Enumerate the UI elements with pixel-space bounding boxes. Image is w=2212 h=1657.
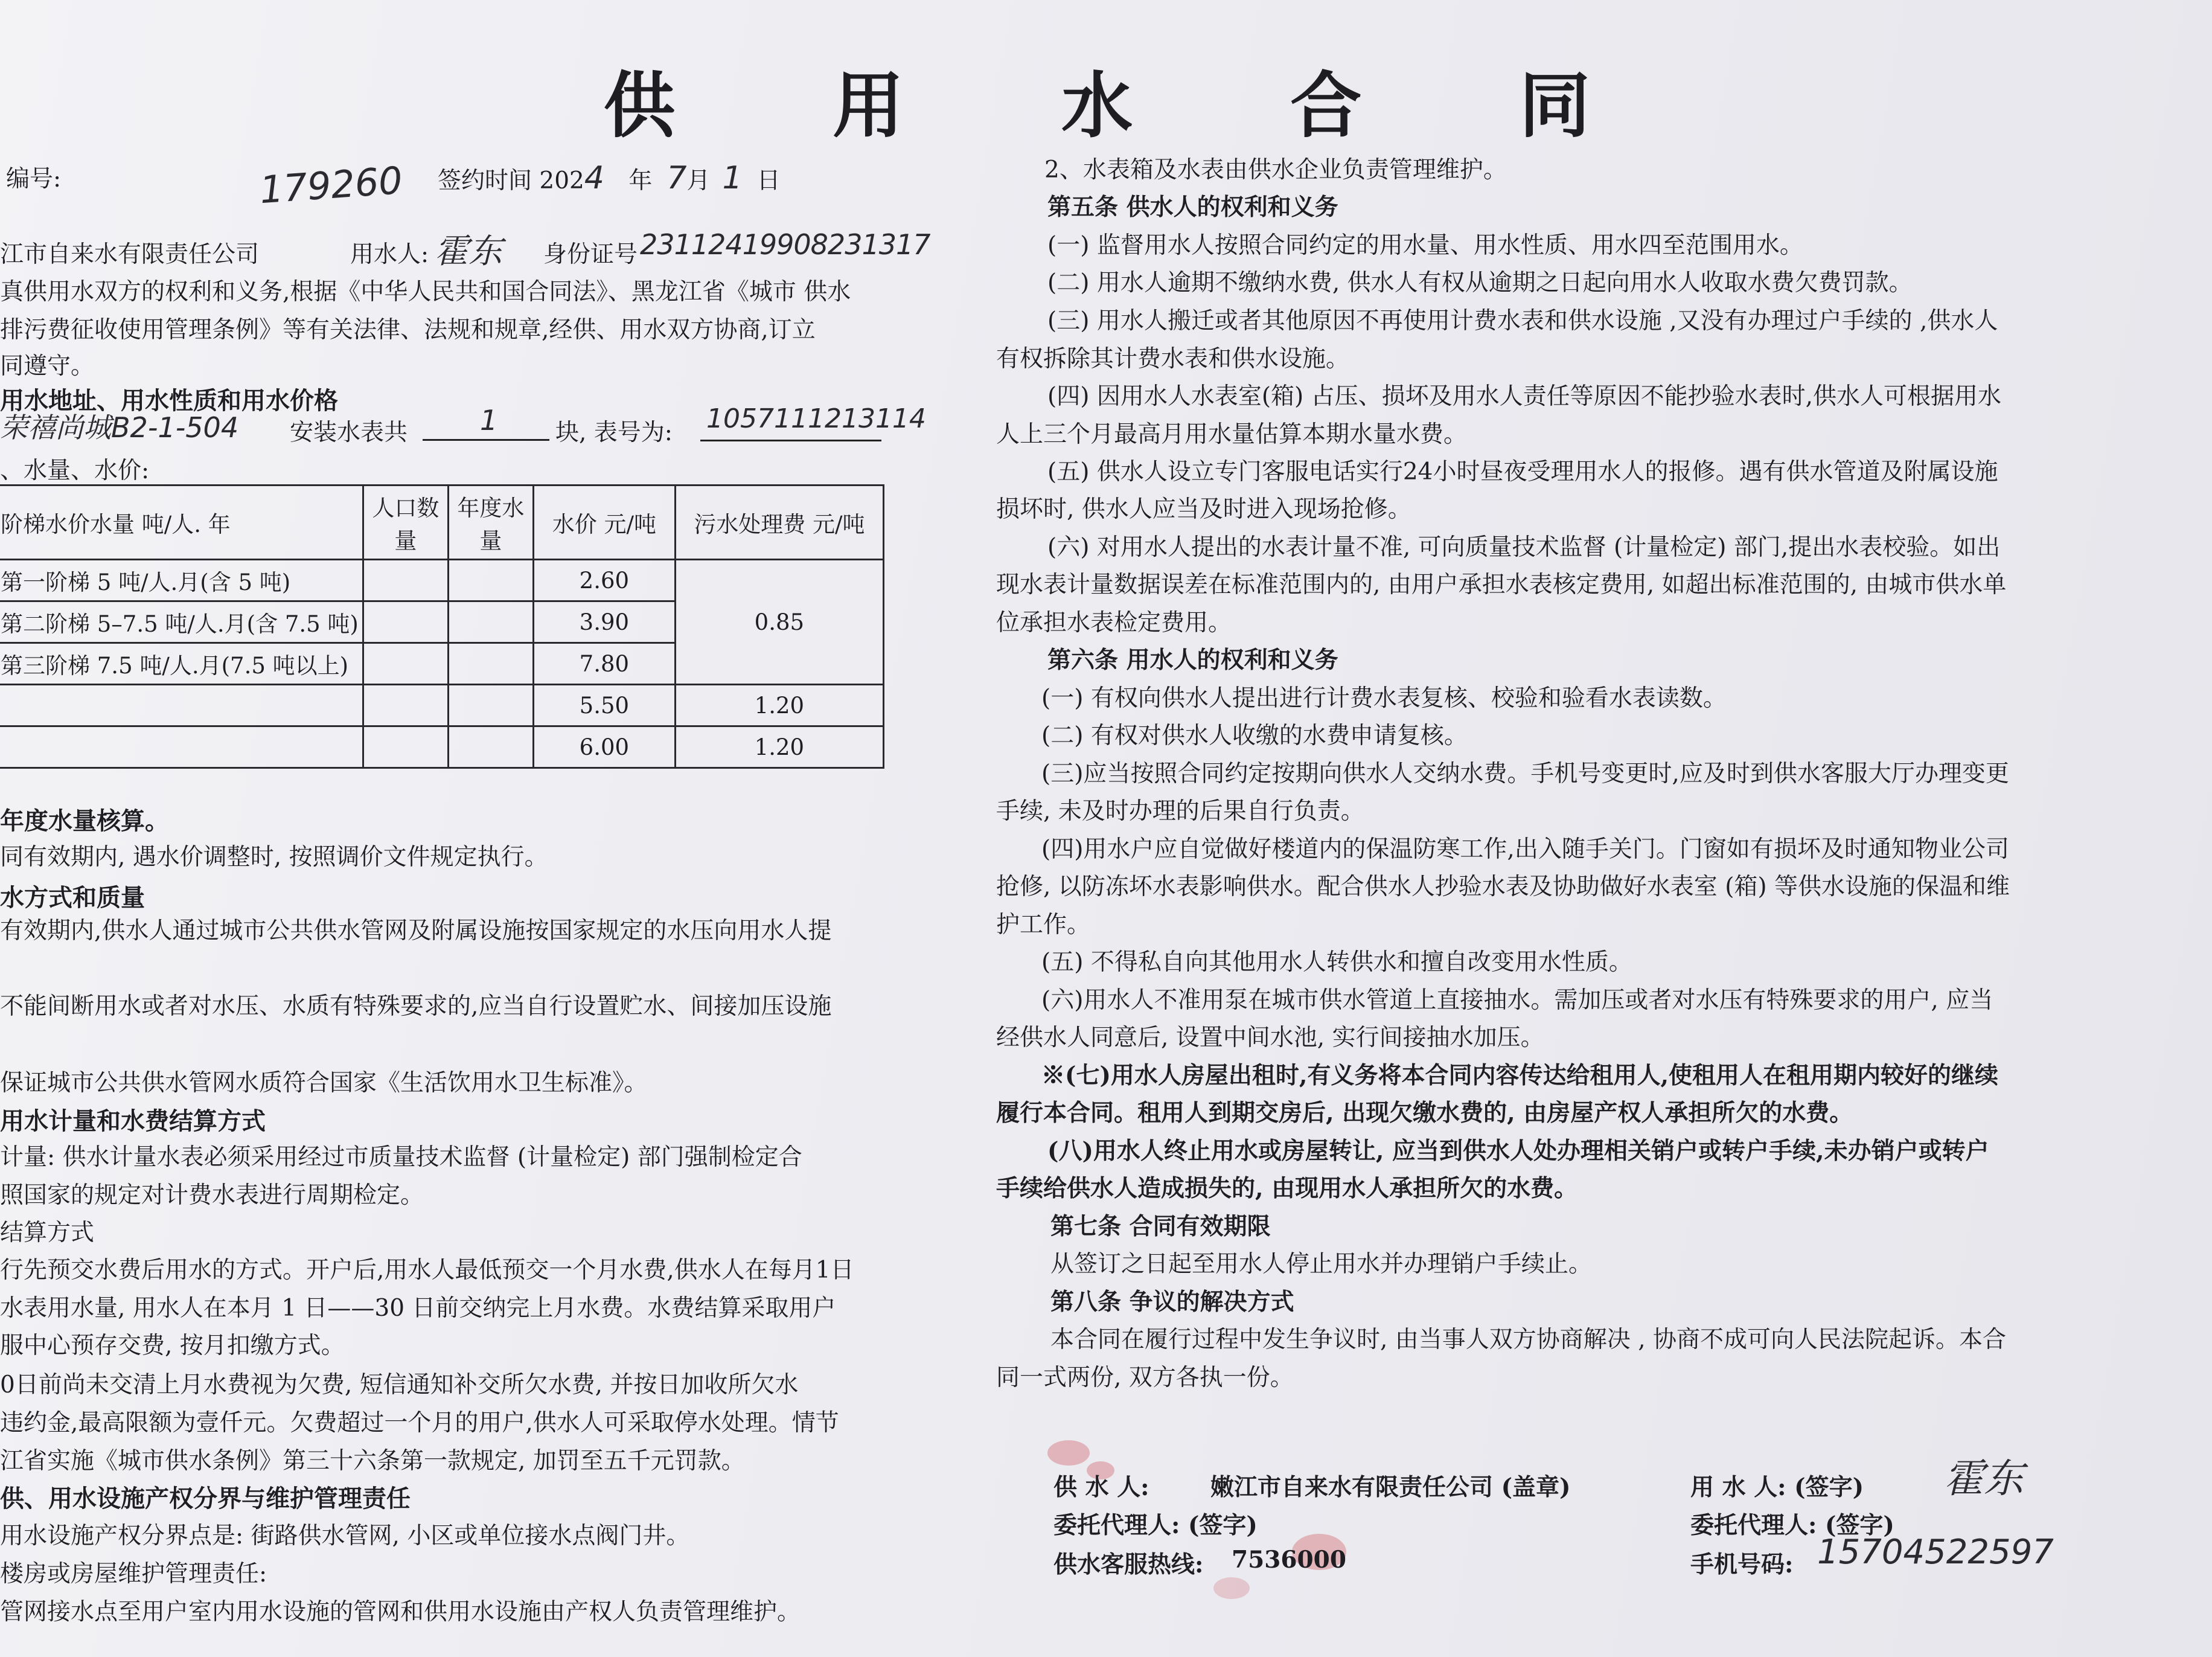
annual-volume-cell xyxy=(448,726,533,768)
population-cell xyxy=(363,601,448,643)
sewage-fee-merged-cell: 0.85 xyxy=(675,560,883,685)
tier-label: 第三阶梯 7.5 吨/人.月(7.5 吨以上) xyxy=(0,643,363,685)
phone-label: 手机号码: xyxy=(1690,1551,1794,1578)
hotline-number: 7536000 xyxy=(1232,1546,1346,1574)
intro-line-2: 排污费征收使用管理条例》等有关法律、法规和规章,经供、用水双方协商,订立 xyxy=(0,316,816,344)
left-text-line: 服中心预存交费, 按月扣缴方式。 xyxy=(0,1332,345,1359)
section-5-heading: 供、用水设施产权分界与维护管理责任 xyxy=(0,1484,411,1513)
right-text-line: (六)用水人不准用泵在城市供水管道上直接抽水。需加压或者对水压有特殊要求的用户, 应当 xyxy=(1041,987,1993,1014)
section-4-heading: 用水计量和水费结算方式 xyxy=(0,1107,266,1135)
meter-count-value: 1 xyxy=(480,404,498,437)
date-label-prefix: 签约时间 202 xyxy=(438,167,584,194)
right-text-line: 损坏时, 供水人应当及时进入现场抢修。 xyxy=(996,496,1411,523)
phone-number: 15704522597 xyxy=(1817,1533,2054,1572)
price-cell: 7.80 xyxy=(533,643,675,685)
right-text-line: (一) 监督用水人按照合同约定的用水量、用水性质、用水四至范围用水。 xyxy=(1047,232,1803,259)
intro-line-3: 同遵守。 xyxy=(0,353,95,380)
right-text-line: (一) 有权向供水人提出进行计费水表复核、校验和验看水表读数。 xyxy=(1041,685,1727,712)
right-text-line: 手续给供水人造成损失的, 由现用水人承担所欠的水费。 xyxy=(996,1175,1578,1202)
left-text-line: 同有效期内, 遇水价调整时, 按照调价文件规定执行。 xyxy=(0,844,548,871)
table-header-cell: 水价 元/吨 xyxy=(533,486,675,560)
tier-label: 第二阶梯 5–7.5 吨/人.月(含 7.5 吨) xyxy=(0,601,363,643)
seal-mark xyxy=(1047,1440,1090,1466)
left-text-line: 用水设施产权分界点是: 街路供水管网, 小区或单位接水点阀门井。 xyxy=(0,1522,690,1550)
left-text-line: 江省实施《城市供水条例》第三十六条第一款规定, 加罚至五千元罚款。 xyxy=(0,1447,745,1475)
right-text-line: 人上三个月最高月用水量估算本期水量水费。 xyxy=(996,421,1468,448)
right-text-line: (五) 供水人设立专门客服电话实行24小时昼夜受理用水人的报修。遇有供水管道及附属设施 xyxy=(1047,458,1998,486)
right-text-line: (三)应当按照合同约定按期向供水人交纳水费。手机号变更时,应及时到供水客服大厅办理变更 xyxy=(1041,760,2009,787)
left-text-line: 违约金,最高限额为壹仟元。欠费超过一个月的用户,供水人可采取停水处理。情节 xyxy=(0,1409,839,1437)
annual-volume-cell xyxy=(448,643,533,685)
contract-number-value: 179260 xyxy=(258,158,404,213)
right-text-line: (二) 有权对供水人收缴的水费申请复核。 xyxy=(1041,722,1468,749)
date-day: 1 xyxy=(722,160,743,196)
right-text-line: 经供水人同意后, 设置中间水池, 实行间接抽水加压。 xyxy=(996,1024,1544,1051)
id-number-value: 23112419908231317 xyxy=(640,228,930,261)
right-text-line: (六) 对用水人提出的水表计量不准, 可向质量技术监督 (计量检定) 部门,提出水表校验。如出 xyxy=(1047,534,2001,561)
right-text-line: 有权拆除其计费水表和供水设施。 xyxy=(996,345,1350,373)
right-text-line: 从签订之日起至用水人停止用水并办理销户手续止。 xyxy=(1050,1251,1593,1278)
price-cell: 5.50 xyxy=(533,685,675,726)
tier-label xyxy=(0,726,363,768)
right-text-line: 抢修, 以防冻坏水表影响供水。配合供水人抄验水表及协助做好水表室 (箱) 等供水设施的保温和维 xyxy=(996,873,2010,900)
water-price-table xyxy=(0,484,884,769)
supplier-label: 供 水 人: xyxy=(1053,1473,1149,1501)
table-header-cell: 年度水量 xyxy=(448,486,533,560)
table-row xyxy=(0,560,883,601)
seal-mark xyxy=(1213,1577,1250,1599)
sign-date xyxy=(438,160,781,196)
left-text-line: 结算方式 xyxy=(0,1219,95,1246)
right-text-line: 本合同在履行过程中发生争议时, 由当事人双方协商解决 , 协商不成可向人民法院起诉。本合 xyxy=(1050,1326,2006,1353)
left-text-line: 楼房或房屋维护管理责任: xyxy=(0,1560,267,1588)
section-3-heading: 水方式和质量 xyxy=(0,883,145,912)
table-row xyxy=(0,726,883,768)
user-sign-label: 用 水 人: (签字) xyxy=(1690,1473,1864,1501)
left-text-line: 照国家的规定对计费水表进行周期检定。 xyxy=(0,1182,424,1209)
supplier-name-fragment: 江市自来水有限责任公司 xyxy=(0,241,260,268)
left-text-line: 计量: 供水计量水表必须采用经过市质量技术监督 (计量检定) 部门强制检定合 xyxy=(0,1144,802,1171)
right-text-line: 同一式两份, 双方各执一份。 xyxy=(996,1364,1294,1391)
price-cell: 3.90 xyxy=(533,601,675,643)
section-1-heading: 用水地址、用水性质和用水价格 xyxy=(0,386,338,415)
population-cell xyxy=(363,560,448,601)
article-6-heading: 第六条 用水人的权利和义务 xyxy=(1047,646,1338,674)
table-header-cell: 污水处理费 元/吨 xyxy=(675,486,883,560)
right-text-line: (三) 用水人搬迁或者其他原因不再使用计费水表和供水设施 ,又没有办理过户手续的 ,供水人 xyxy=(1047,307,1998,335)
left-text-line: 有效期内,供水人通过城市公共供水管网及附属设施按国家规定的水压向用水人提 xyxy=(0,917,832,944)
date-month: 7 xyxy=(666,160,687,196)
population-cell xyxy=(363,643,448,685)
tier-label: 第一阶梯 5 吨/人.月(含 5 吨) xyxy=(0,560,363,601)
article-5-heading: 第五条 供水人的权利和义务 xyxy=(1047,193,1338,221)
right-text-line: ※(七)用水人房屋出租时,有义务将本合同内容传达给租用人,使租用人在租用期内较好的继续 xyxy=(1041,1062,1999,1089)
hotline-label: 供水客服热线: xyxy=(1053,1551,1204,1578)
meter-count-label: 安装水表共 xyxy=(290,419,408,446)
date-year-label: 年 xyxy=(628,167,653,194)
meter-count-field xyxy=(423,404,549,441)
article-7-heading: 第七条 合同有效期限 xyxy=(1050,1213,1271,1240)
right-text-line: (四)用水户应自觉做好楼道内的保温防寒工作,出入随手关门。门窗如有损坏及时通知物业公司 xyxy=(1041,836,2009,863)
price-cell: 2.60 xyxy=(533,560,675,601)
sewage-fee-cell: 1.20 xyxy=(675,726,883,768)
meter-number-field xyxy=(700,403,926,441)
intro-line-1: 真供用水双方的权利和义务,根据《中华人民共和国合同法》、黑龙江省《城市 供水 xyxy=(0,278,851,306)
article-8-heading: 第八条 争议的解决方式 xyxy=(1050,1288,1294,1316)
meter-number-label: 块, 表号为: xyxy=(555,419,673,446)
left-text-line: 行先预交水费后用水的方式。开户后,用水人最低预交一个月水费,供水人在每月1日 xyxy=(0,1257,854,1284)
table-header-cell: 人口数量 xyxy=(363,486,448,560)
user-signature: 霍东 xyxy=(1944,1455,2024,1502)
right-text-line: (二) 用水人逾期不缴纳水费, 供水人有权从逾期之日起向用水人收取水费欠费罚款。 xyxy=(1047,269,1913,296)
address-value: 荣禧尚城B2-1-504 xyxy=(0,411,239,444)
date-year-digit: 4 xyxy=(584,160,604,196)
document-title: 供 用 水 合 同 xyxy=(604,63,1657,147)
meter-number-value: 1057111213114 xyxy=(706,403,926,434)
left-text-line: 水表用水量, 用水人在本月 1 日——30 日前交纳完上月水费。水费结算采取用户 xyxy=(0,1295,836,1322)
table-header-cell: 阶梯水价水量 吨/人. 年 xyxy=(0,486,363,560)
right-text-line: (四) 因用水人水表室(箱) 占压、损坏及用水人责任等原因不能抄验水表时,供水人可根据用水 xyxy=(1047,383,2002,410)
user-agent-label: 委托代理人: (签字) xyxy=(1690,1511,1894,1539)
user-label: 用水人: xyxy=(350,241,429,268)
right-text-line: 护工作。 xyxy=(996,911,1091,938)
population-cell xyxy=(363,726,448,768)
user-name-handwritten: 霍东 xyxy=(435,232,502,271)
right-text-line: (八)用水人终止用水或房屋转让, 应当到供水人处办理相关销户或转户手续,未办销户或转户 xyxy=(1047,1137,1989,1165)
section-2-heading: 年度水量核算。 xyxy=(0,807,169,835)
supplier-name: 嫩江市自来水有限责任公司 (盖章) xyxy=(1210,1473,1571,1501)
tier-label xyxy=(0,685,363,726)
supplier-agent-label: 委托代理人: (签字) xyxy=(1053,1511,1258,1539)
contract-number-label: 编号: xyxy=(6,165,62,193)
left-text-line: 不能间断用水或者对水压、水质有特殊要求的,应当自行设置贮水、间接加压设施 xyxy=(0,993,832,1020)
right-text-line: 位承担水表检定费用。 xyxy=(996,609,1232,636)
right-text-line: 履行本合同。租用人到期交房后, 出现欠缴水费的, 由房屋产权人承担所欠的水费。 xyxy=(996,1099,1853,1127)
sewage-fee-cell: 1.20 xyxy=(675,685,883,726)
annual-volume-cell xyxy=(448,560,533,601)
date-month-label: 月 xyxy=(686,167,711,194)
left-text-line: 管网接水点至用户室内用水设施的管网和供用水设施由产权人负责管理维护。 xyxy=(0,1598,801,1626)
price-cell: 6.00 xyxy=(533,726,675,768)
date-day-label: 日 xyxy=(756,167,781,194)
right-text-line: 2、水表箱及水表由供水企业负责管理维护。 xyxy=(1044,156,1507,184)
section-1-sub: 、水量、水价: xyxy=(0,457,150,484)
table-header-row xyxy=(0,486,883,560)
table-row xyxy=(0,685,883,726)
right-text-line: (五) 不得私自向其他用水人转供水和擅自改变用水性质。 xyxy=(1041,949,1632,976)
left-text-line: 保证城市公共供水管网水质符合国家《生活饮用水卫生标准》。 xyxy=(0,1069,648,1097)
annual-volume-cell xyxy=(448,601,533,643)
right-text-line: 现水表计量数据误差在标准范围内的, 由用户承担水表核定费用, 如超出标准范围的, 由城市供水单 xyxy=(996,571,2007,598)
population-cell xyxy=(363,685,448,726)
left-text-line: 0日前尚未交清上月水费视为欠费, 短信通知补交所欠水费, 并按日加收所欠水 xyxy=(0,1371,799,1399)
right-text-line: 手续, 未及时办理的后果自行负责。 xyxy=(996,798,1364,825)
annual-volume-cell xyxy=(448,685,533,726)
id-number-label: 身份证号 xyxy=(543,241,638,268)
